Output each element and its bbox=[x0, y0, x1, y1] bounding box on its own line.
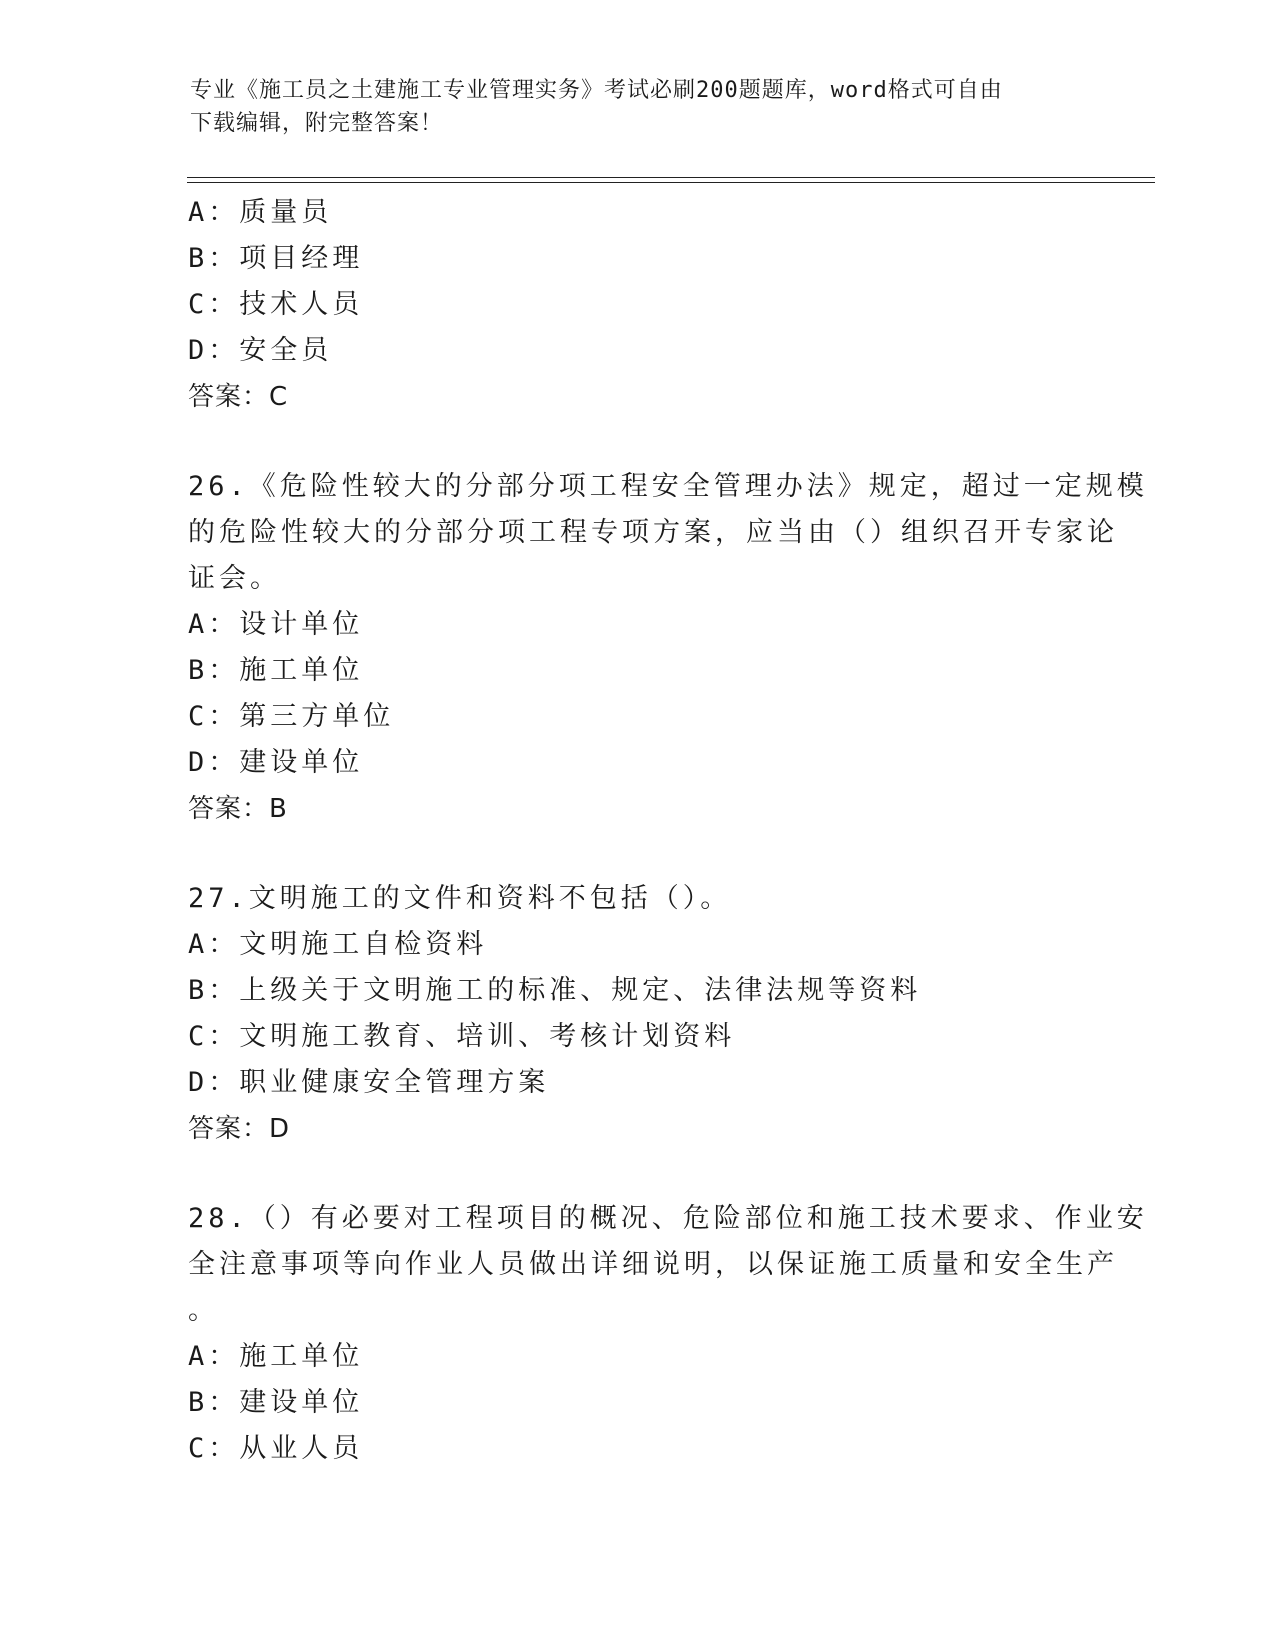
option-a: A：设计单位 bbox=[188, 609, 364, 640]
option-c: C：技术人员 bbox=[188, 289, 364, 320]
question-stem-line: 证会。 bbox=[188, 563, 281, 594]
option-d: D：职业健康安全管理方案 bbox=[188, 1067, 550, 1098]
question-stem-line: 26.《危险性较大的分部分项工程安全管理办法》规定，超过一定规模 bbox=[188, 471, 1148, 502]
question-27 bbox=[188, 876, 1088, 1152]
option-d: D：安全员 bbox=[188, 335, 333, 366]
question-25-tail bbox=[188, 190, 1088, 420]
option-b: B：建设单位 bbox=[188, 1387, 364, 1418]
question-stem-line: 的危险性较大的分部分项工程专项方案，应当由（）组织召开专家论 bbox=[188, 517, 1118, 548]
spacer bbox=[188, 1152, 1088, 1196]
option-b: B：施工单位 bbox=[188, 655, 364, 686]
question-26 bbox=[188, 464, 1148, 832]
question-28 bbox=[188, 1196, 1148, 1472]
header-divider-bottom bbox=[187, 182, 1155, 183]
question-stem-line: 27.文明施工的文件和资料不包括（）。 bbox=[188, 883, 732, 914]
header-line-2: 下载编辑，附完整答案！ bbox=[190, 111, 444, 136]
option-a: A：文明施工自检资料 bbox=[188, 929, 488, 960]
document-header bbox=[190, 74, 1090, 140]
option-d: D：建设单位 bbox=[188, 747, 364, 778]
question-stem-line: 全注意事项等向作业人员做出详细说明，以保证施工质量和安全生产 bbox=[188, 1249, 1118, 1280]
option-c: C：第三方单位 bbox=[188, 701, 395, 732]
option-b: B：上级关于文明施工的标准、规定、法律法规等资料 bbox=[188, 975, 922, 1006]
spacer bbox=[188, 420, 1088, 464]
spacer bbox=[188, 832, 1088, 876]
question-stem-line: 28.（）有必要对工程项目的概况、危险部位和施工技术要求、作业安 bbox=[188, 1203, 1148, 1234]
answer-line: 答案：B bbox=[188, 794, 288, 824]
answer-line: 答案：C bbox=[188, 382, 289, 412]
answer-line: 答案：D bbox=[188, 1114, 291, 1144]
question-stem-line: 。 bbox=[188, 1295, 219, 1326]
option-a: A：施工单位 bbox=[188, 1341, 364, 1372]
header-divider-top bbox=[187, 177, 1155, 178]
question-list bbox=[188, 190, 1148, 1472]
header-line-1: 专业《施工员之土建施工专业管理实务》考试必刷200题题库，word格式可自由 bbox=[190, 78, 1003, 103]
option-b: B：项目经理 bbox=[188, 243, 364, 274]
option-a: A：质量员 bbox=[188, 197, 333, 228]
option-c: C：文明施工教育、培训、考核计划资料 bbox=[188, 1021, 736, 1052]
option-c: C：从业人员 bbox=[188, 1433, 364, 1464]
